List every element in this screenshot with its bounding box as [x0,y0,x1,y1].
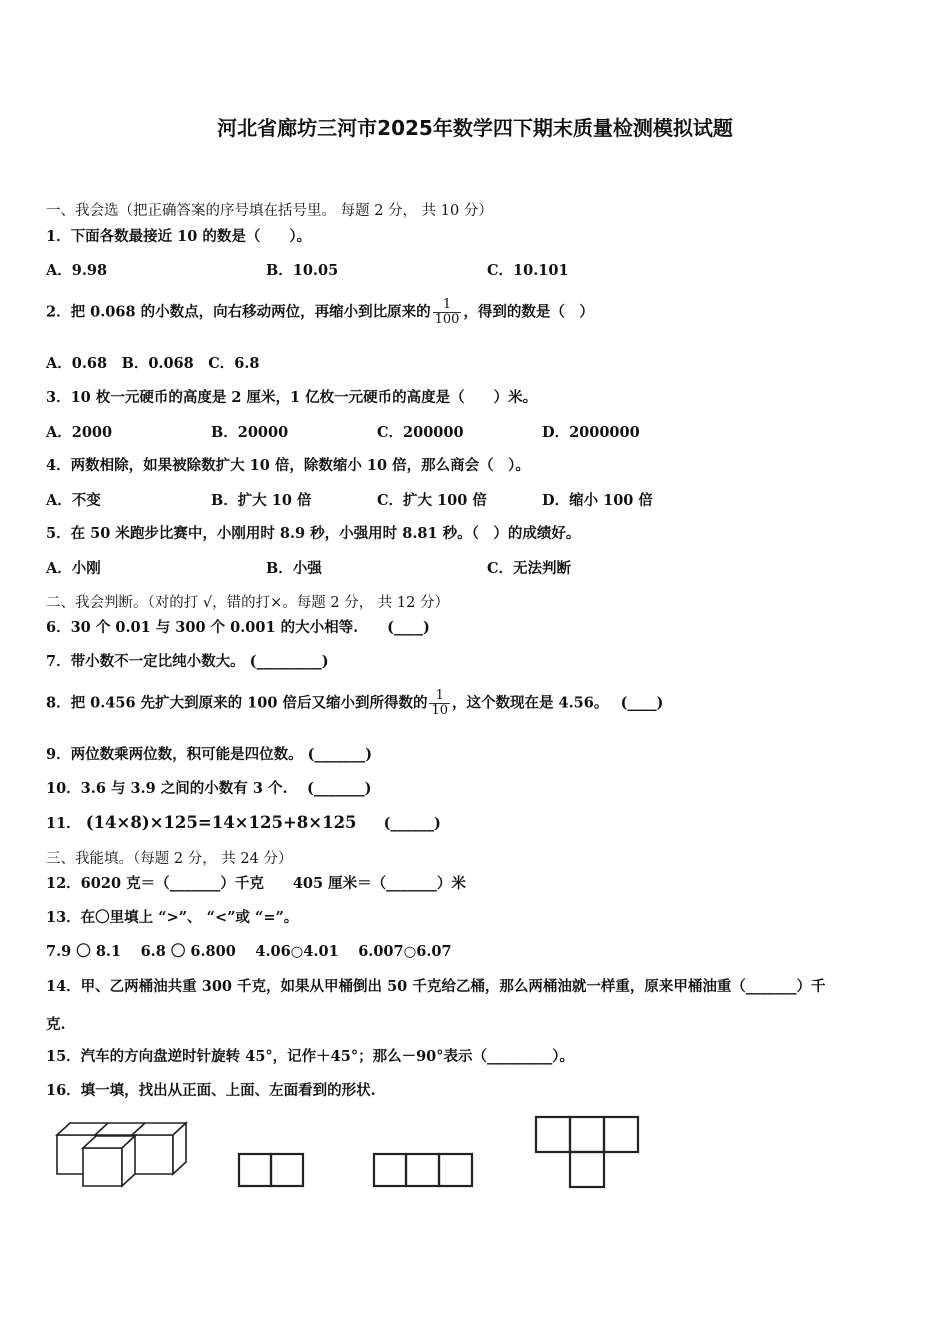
question-7: 7．带小数不一定比纯小数大。 (_________) [46,653,329,670]
question-3: 3．10 枚一元硬币的高度是 2 厘米，1 亿枚一元硬币的高度是（ ）米。 [46,389,538,406]
view-three-squares [371,1151,475,1189]
question-1: 1．下面各数最接近 10 的数是（ ）。 [46,228,312,245]
question-14-line-1: 14．甲、乙两桶油共重 300 千克，如果从甲桶倒出 50 千克给乙桶，那么两桶油就一样重，原来甲桶油重（_______）千 [46,978,826,995]
question-14-line-2: 克. [46,1016,66,1033]
cube-stack-figure [50,1118,190,1193]
q5-option-a: A．小刚 [46,560,101,577]
q8-denominator: 10 [431,703,448,718]
q3-option-c: C．200000 [377,424,464,441]
question-2 [46,298,594,327]
q5-option-b: B．小强 [266,560,322,577]
question-6: 6．30 个 0.01 与 300 个 0.001 的大小相等. (____) [46,619,430,636]
q11-label: 11． [46,815,81,832]
q1-option-b: B．10.05 [266,262,339,279]
q4-option-a: A．不变 [46,492,101,509]
question-13-items: 7.9 〇 8.1 6.8 〇 6.800 4.06○4.01 6.007○6.07 [46,943,452,960]
question-13: 13．在〇里填上 “>”、 “<”或 “=”。 [46,909,299,926]
view-t-shape [533,1114,643,1190]
q2-text-after: ，得到的数是（ ） [463,303,594,321]
section-3-heading: 三、我能填。（每题 2 分， 共 24 分） [46,851,293,867]
question-5: 5．在 50 米跑步比赛中，小刚用时 8.9 秒，小强用时 8.81 秒。（ ）的成绩好。 [46,525,581,542]
q4-option-b: B．扩大 10 倍 [211,492,312,509]
question-12: 12．6020 克＝（_______）千克 405 厘米＝（_______）米 [46,875,466,892]
q11-expression: (14×8)×125=14×125+8×125 [85,813,357,832]
q2-numerator: 1 [442,297,452,312]
q8-fraction [429,689,450,718]
question-16: 16．填一填，找出从正面、上面、左面看到的形状. [46,1082,376,1099]
q3-option-a: A．2000 [46,424,113,441]
view-two-squares [236,1151,306,1189]
q4-option-c: C．扩大 100 倍 [377,492,487,509]
section-2-heading: 二、我会判断。（对的打 √，错的打×。每题 2 分， 共 12 分） [46,595,449,611]
question-4: 4．两数相除，如果被除数扩大 10 倍，除数缩小 10 倍，那么商会（ ）。 [46,457,530,474]
question-9: 9．两位数乘两位数，积可能是四位数。 (_______) [46,746,373,763]
section-1-heading: 一、我会选（把正确答案的序号填在括号里。 每题 2 分， 共 10 分） [46,203,493,219]
question-15: 15．汽车的方向盘逆时针旋转 45°，记作＋45°；那么－90°表示（_________）。 [46,1048,575,1065]
q8-text-after: ，这个数现在是 4.56。 (____) [452,694,664,712]
q1-option-a: A．9.98 [46,262,108,279]
q8-text-before: 8．把 0.456 先扩大到原来的 100 倍后又缩小到所得数的 [46,694,428,712]
q2-text-before: 2．把 0.068 的小数点，向右移动两位，再缩小到比原来的 [46,303,431,321]
q1-option-c: C．10.101 [487,262,569,279]
page-title: 河北省廊坊三河市2025年数学四下期末质量检测模拟试题 [217,116,733,140]
q3-option-b: B．20000 [211,424,289,441]
q2-denominator: 100 [434,312,460,327]
q2-fraction [433,298,462,327]
q8-numerator: 1 [435,688,444,703]
question-8 [46,689,663,718]
q11-blank: (______) [383,815,441,832]
question-10: 10．3.6 与 3.9 之间的小数有 3 个. (_______) [46,780,372,797]
q3-option-d: D．2000000 [542,424,640,441]
q4-option-d: D．缩小 100 倍 [542,492,653,509]
q2-options: A．0.68 B．0.068 C．6.8 [46,355,260,372]
q5-option-c: C．无法判断 [487,560,572,577]
question-11 [46,813,441,834]
